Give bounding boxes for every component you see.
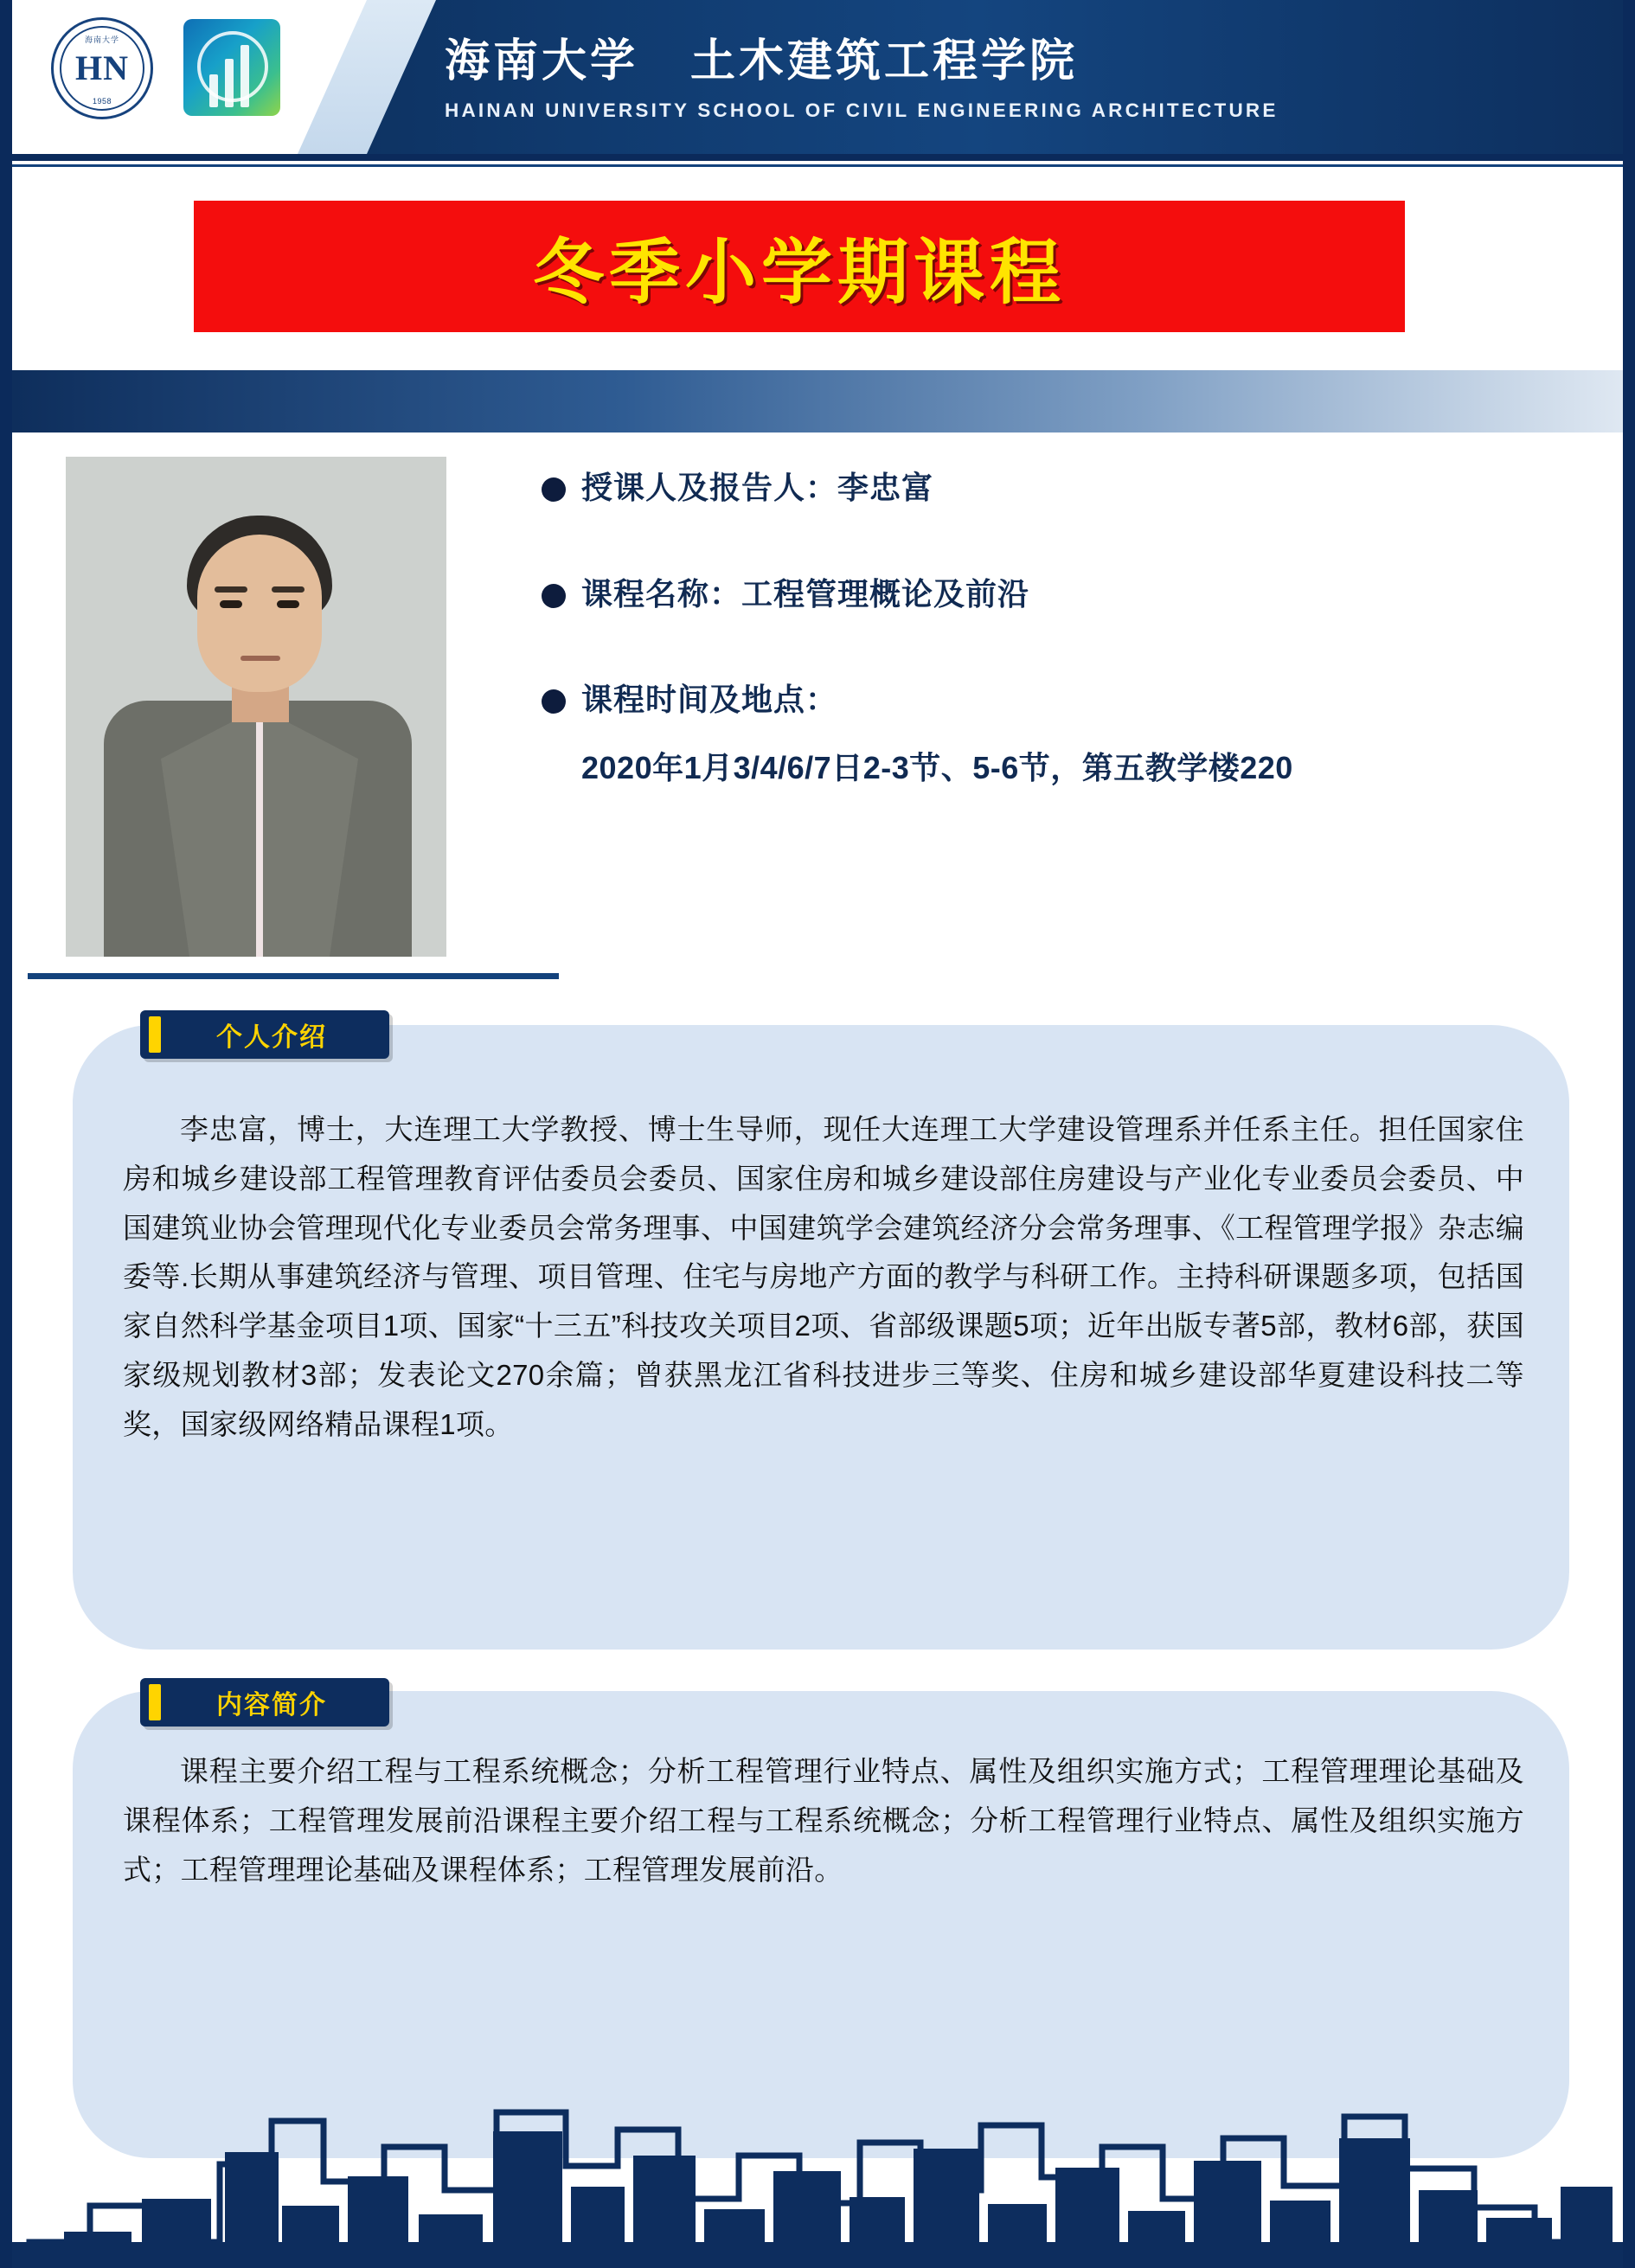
course-name-line (542, 573, 1562, 616)
bio-tag-label: 个人介绍 (216, 1023, 327, 1052)
lecturer-text: 授课人及报告人：李忠富 (581, 470, 934, 505)
course-info-block (542, 467, 1562, 852)
content-body (123, 1747, 1524, 1894)
header-underline (12, 154, 1623, 161)
section-divider (28, 973, 559, 979)
bullet-icon (542, 584, 566, 608)
school-name-cn: 土木建筑工程学院 (690, 36, 1079, 86)
time-place-label: 课程时间及地点： (581, 682, 838, 718)
seal-initials: HN (75, 48, 129, 87)
gradient-stripe (12, 370, 1623, 432)
content-section-tag (140, 1678, 389, 1727)
time-place-value: 2020年1月3/4/6/7日2-3节、5-6节，第五教学楼220 (581, 749, 1293, 785)
school-logo-icon (183, 19, 280, 116)
university-seal-icon (51, 17, 153, 119)
lecturer-photo (66, 457, 446, 957)
header-thin-rule (12, 164, 1623, 167)
content-paragraph: 课程主要介绍工程与工程系统概念；分析工程管理行业特点、属性及组织实施方式；工程管理理论基础及课程体系；工程管理发展前沿课程主要介绍工程与工程系统概念；分析工程管理行业特点、属性及组织实施方式；工程管理理论基础及课程体系；工程管理发展前沿。 (123, 1755, 1524, 1886)
lecturer-line (542, 467, 1562, 509)
header-title-line (445, 24, 1279, 89)
bullet-icon (542, 689, 566, 714)
time-place-line (542, 679, 1562, 788)
seal-top-text: 海南大学 (84, 35, 119, 44)
bio-section-tag (140, 1010, 389, 1059)
bio-body (123, 1105, 1524, 1449)
content-tag-label: 内容简介 (216, 1691, 327, 1720)
seal-bottom-text: 1958 (92, 97, 112, 106)
skyline-footer-icon (12, 1983, 1623, 2268)
university-name-cn: 海南大学 (445, 36, 639, 86)
poster-header (12, 0, 1623, 154)
header-title-group (445, 24, 1279, 122)
header-subtitle-en: HAINAN UNIVERSITY SCHOOL OF CIVIL ENGINEERING ARCHITECTURE (445, 99, 1279, 121)
main-banner (194, 201, 1405, 332)
banner-title: 冬季小学期课程 (532, 233, 1066, 312)
bio-paragraph: 李忠富，博士，大连理工大学教授、博士生导师，现任大连理工大学建设管理系并任系主任。担任国家住房和城乡建设部工程管理教育评估委员会委员、国家住房和城乡建设部住房建设与产业化专业委员会委员、中国建筑业协会管理现代化专业委员会常务理事、中国建筑学会建筑经济分会常务理事、《工程管理学报》杂志编委等.长期从事建筑经济与管理、项目管理、住宅与房地产方面的教学与科研工作。主持科研课题多项，包括国家自然科学基金项目1项、国家“十三五”科技攻关项目2项、省部级课题5项；近年出版专著5部，教材6部，获国家级规划教材3部；发表论文270余篇；曾获黑龙江省科技进步三等奖、住房和城乡建设部华夏建设科技二等奖，国家级网络精品课程1项。 (123, 1113, 1524, 1440)
bullet-icon (542, 477, 566, 502)
course-name-text: 课程名称：工程管理概论及前沿 (581, 575, 1030, 612)
